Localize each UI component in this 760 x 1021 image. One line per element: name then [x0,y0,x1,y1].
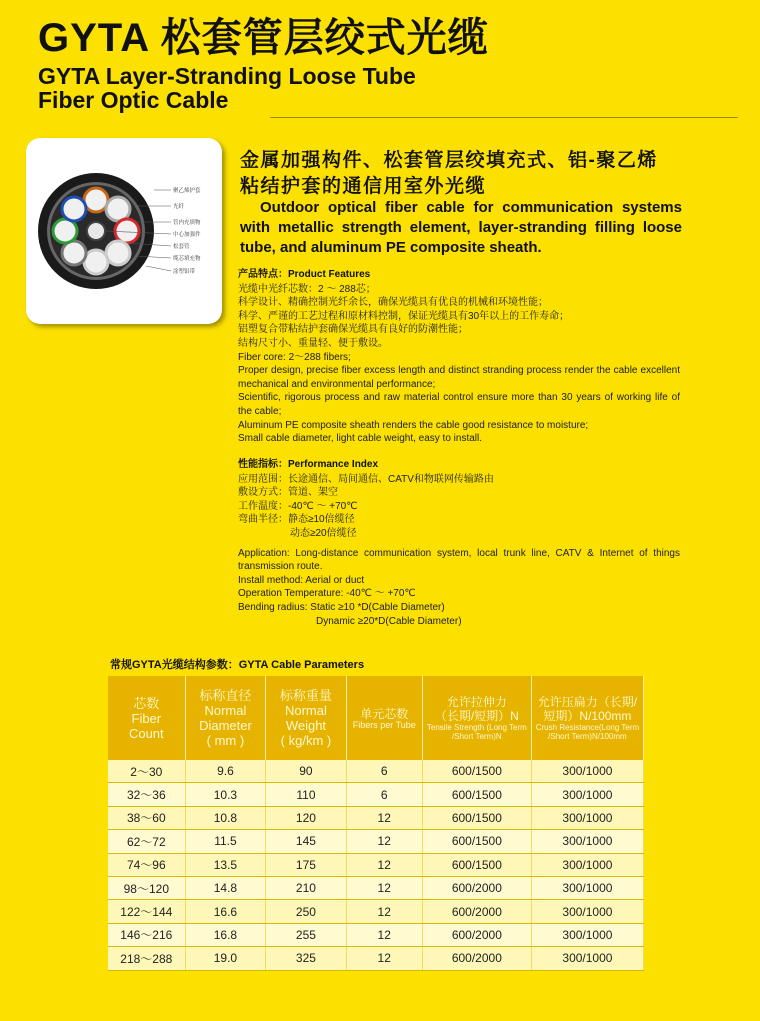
feature-cn: 光缆中光纤芯数：2 ～ 288芯； [238,283,376,295]
feature-cn: 科学、严谨的工艺过程和原材料控制，保证光缆具有30年以上的工作寿命； [238,310,570,322]
page-title: GYTA 松套管层绞式光缆 [38,16,489,60]
cell: 300/1000 [531,760,643,783]
loose-tube [84,188,108,212]
feature-en: Scientific, rigorous process and raw material control ensure more than 30 years of working life of the cable; [238,392,680,417]
cell: 98～120 [108,876,185,899]
cell: 12 [346,806,422,829]
table-row [108,923,644,946]
perf-bending-static-en: Bending radius: Static ≥10 *D(Cable Diameter) [238,601,445,613]
cell: 16.6 [185,900,266,923]
cell: 62～72 [108,830,185,853]
perf-temperature-cn: 工作温度：-40℃ ～ +70℃ [238,500,358,512]
cell: 250 [266,900,346,923]
cell: 10.8 [185,806,266,829]
description-cn [240,148,700,200]
col-header-weight: 标称重量 Normal Weight ( kg/km ) [266,676,346,760]
cell: 14.8 [185,876,266,899]
table-row [108,876,644,899]
perf-application-en: Application: Long-distance communication system, local trunk line, CATV & Internet of things transmission route. [238,547,680,573]
cell: 16.8 [185,923,266,946]
cell: 12 [346,947,422,970]
cell: 300/1000 [531,783,643,806]
cell: 6 [346,783,422,806]
cell: 300/1000 [531,947,643,970]
cell: 600/2000 [422,947,531,970]
description-cn-line1: 金属加强构件、松套管层绞填充式、铝-聚乙烯 [240,150,658,171]
perf-bending-dynamic-en: Dynamic ≥20*D(Cable Diameter) [316,615,462,627]
cell: 2～30 [108,760,185,783]
loose-tube [62,241,86,265]
cell: 300/1000 [531,900,643,923]
cell: 11.5 [185,830,266,853]
description-en: Outdoor optical fiber cable for communication systems with metallic strength element, layer-stranding filling loose tube, and aluminum PE composite sheath. [240,199,682,256]
cell: 13.5 [185,853,266,876]
cell: 90 [266,760,346,783]
cell: 19.0 [185,947,266,970]
cell: 600/2000 [422,923,531,946]
col-header-tensile: 允许拉伸力 （长期/短期）N Tensile Strength (Long Term /Short Term)N [422,676,531,760]
perf-bending-static-cn: 弯曲半径：静态≥10倍缆径 [238,514,355,526]
table-row [108,900,644,923]
feature-cn: 铝塑复合带粘结护套确保光缆具有良好的防潮性能； [238,324,468,336]
cell: 74～96 [108,853,185,876]
cell: 600/1500 [422,760,531,783]
perf-application-cn: 应用范围：长途通信、局间通信、CATV和物联网传输路由 [238,473,494,485]
perf-install-en: Install method: Aerial or duct [238,574,365,586]
cell: 110 [266,783,346,806]
cell: 32～36 [108,783,185,806]
cell: 120 [266,806,346,829]
table-row [108,806,644,829]
table-title: 常规GYTA光缆结构参数：GYTA Cable Parameters [110,659,365,671]
loose-tube [106,197,130,221]
cable-parameters-table [108,676,644,971]
feature-cn: 科学设计、精确控制光纤余长，确保光缆具有优良的机械和环境性能； [238,297,548,309]
table-row [108,760,644,783]
label-strength-member: 中心加强件 [173,232,201,238]
cell: 300/1000 [531,830,643,853]
cell: 210 [266,876,346,899]
product-features [238,268,680,446]
cell: 12 [346,853,422,876]
feature-en: Proper design, precise fiber excess length and distinct stranding process render the cable excellent mechanical and environmental performance; [238,365,680,390]
subtitle-line-2: Fiber Optic Cable [38,87,229,113]
label-core-filler: 缆芯填充物 [173,256,201,262]
cell: 300/1000 [531,853,643,876]
loose-tube [53,219,77,243]
cell: 12 [346,923,422,946]
cell: 300/1000 [531,876,643,899]
cell: 600/1500 [422,806,531,829]
cable-cross-section-image [26,138,222,324]
features-heading: 产品特点：Product Features [238,269,371,280]
subtitle-line-1: GYTA Layer-Stranding Loose Tube [38,63,416,89]
performance-heading: 性能指标：Performance Index [238,459,379,470]
perf-temperature-en: Operation Temperature: -40℃ ～ +70℃ [238,588,416,600]
cable-diagram [26,138,222,324]
cell: 12 [346,830,422,853]
description-cn-line2: 粘结护套的通信用室外光缆 [240,176,487,197]
table-row [108,783,644,806]
cell: 218～288 [108,947,185,970]
table-row [108,853,644,876]
cell: 600/2000 [422,876,531,899]
cell: 12 [346,876,422,899]
table-row [108,947,644,970]
loose-tube [115,219,139,243]
cell: 600/1500 [422,783,531,806]
header-divider [270,117,738,118]
feature-cn: 结构尺寸小、重量轻、便于敷设。 [238,337,388,349]
cell: 255 [266,923,346,946]
feature-en: Small cable diameter, light cable weight, easy to install. [238,433,483,445]
cell: 146～216 [108,923,185,946]
performance-index [238,458,680,628]
cell: 9.6 [185,760,266,783]
col-header-diameter: 标称直径 Normal Diameter ( mm ) [185,676,266,760]
cell: 145 [266,830,346,853]
loose-tube [84,250,108,274]
cell: 300/1000 [531,806,643,829]
cell: 600/1500 [422,830,531,853]
cell: 325 [266,947,346,970]
label-tube-filling: 管内充填物 [173,220,201,226]
perf-bending-dynamic-cn: 动态≥20倍缆径 [290,527,357,539]
loose-tube [106,241,130,265]
page-subtitle [38,64,416,112]
loose-tube [62,197,86,221]
cell: 6 [346,760,422,783]
cell: 600/1500 [422,853,531,876]
feature-en: Aluminum PE composite sheath renders the cable good resistance to moisture; [238,419,589,431]
label-fiber: 光纤 [173,204,185,210]
col-header-crush: 允许压扁力（长期/ 短期）N/100mm Crush Resistance(Long Term /Short Term)N/100mm [531,676,643,760]
cell: 12 [346,900,422,923]
cell: 10.3 [185,783,266,806]
cell: 600/2000 [422,900,531,923]
cell: 300/1000 [531,923,643,946]
col-header-fibers-per-tube: 单元芯数 Fibers per Tube [346,676,422,760]
perf-install-cn: 敷设方式：管道、架空 [238,487,338,499]
cell: 38～60 [108,806,185,829]
table-row [108,830,644,853]
table-header-row [108,676,644,760]
label-pe-sheath: 聚乙烯护套 [173,188,201,194]
central-strength-member [87,222,105,240]
cell: 175 [266,853,346,876]
cell: 122～144 [108,900,185,923]
label-aluminum-tape: 涂塑铝带 [173,269,196,275]
feature-en: Fiber core: 2～288 fibers; [238,351,351,363]
label-loose-tube: 松套管 [173,244,190,250]
col-header-fiber-count: 芯数 Fiber Count [108,676,185,760]
